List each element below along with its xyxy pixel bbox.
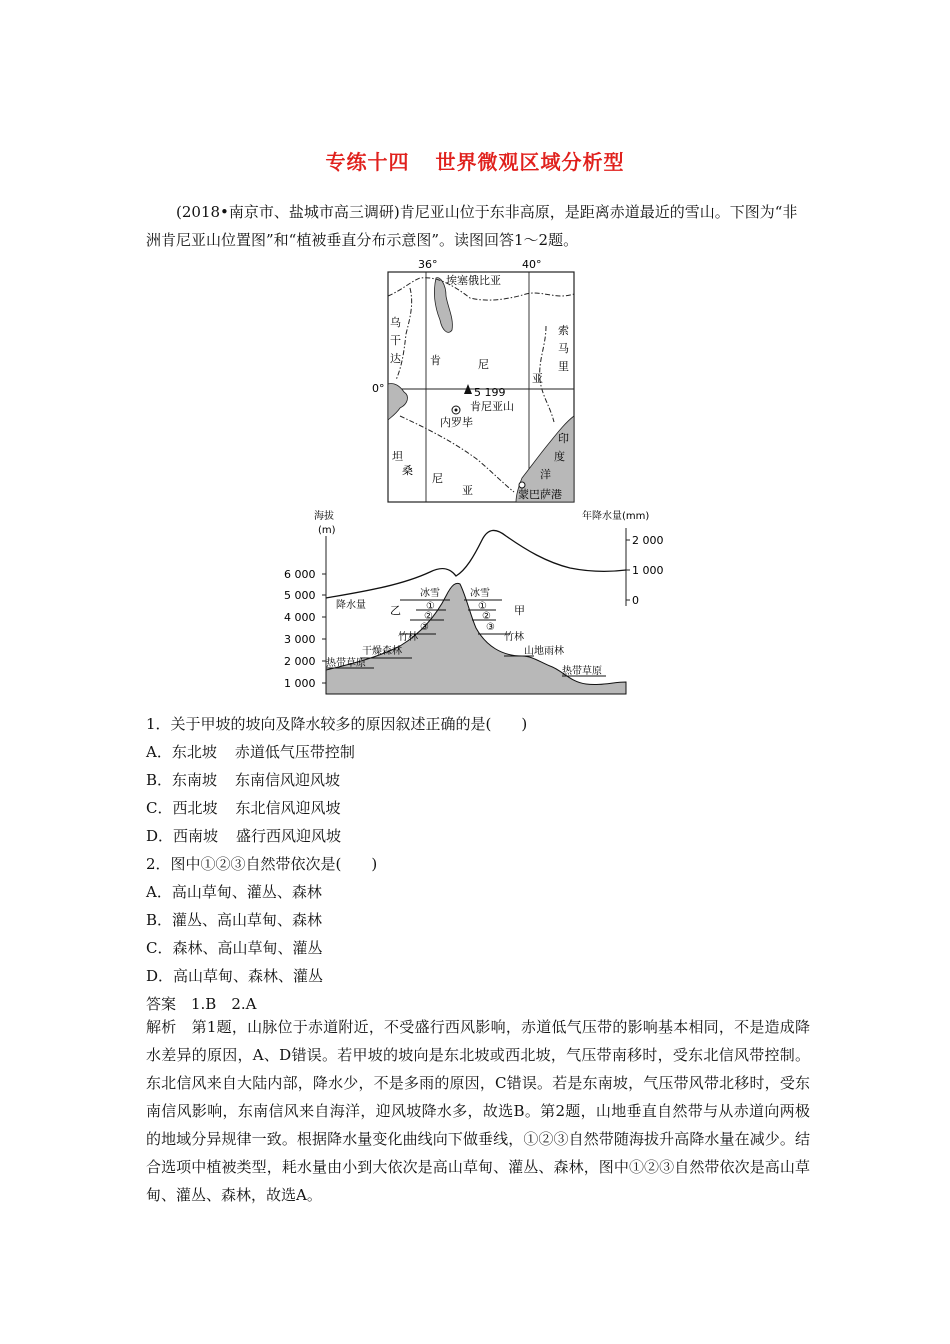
- tick-3000: 3 000: [284, 633, 316, 646]
- analysis-paragraph: 解析 第1题，山脉位于赤道附近，不受盛行西风影响，赤道低气压带的影响基本相同，不是造成降水差异的原因，A、D错误。若甲坡的坡向是东北坡或西北坡，气压带南移时，受东北信风带控制。东北信风来自大陆内部，降水少，不是多雨的原因，C错误。若是东南坡，气压带风带北移时，受东南信风影响，东南信风来自海洋，迎风坡降水多，故选B。第2题，山地垂直自然带与从赤道向两极的地域分异规律一致。根据降水量变化曲线向下做垂线，①②③自然带随海拔升高降水量在减少。结合选项中植被类型，耗水量由小到大依次是高山草甸、灌丛、森林，图中①②③自然带依次是高山草甸、灌丛、森林，故选A。: [146, 1018, 810, 1204]
- label-tanzania-1: 坦: [392, 450, 403, 463]
- label-uganda-3: 达: [390, 352, 401, 365]
- label-bamboo-right: 竹林: [504, 632, 524, 643]
- label-tanzania-4: 亚: [462, 484, 473, 497]
- tick-1000: 1 000: [284, 677, 316, 690]
- title-main: 专练十四: [325, 150, 410, 174]
- intro-paragraph: (2018•南京市、盐城市高三调研)肯尼亚山位于东非高原，是距离赤道最近的雪山。下图为“非洲肯尼亚山位置图”和“植被垂直分布示意图”。读图回答1～2题。: [146, 203, 798, 249]
- q2-option-c: C．森林、高山草甸、灌丛: [146, 939, 323, 957]
- label-zone2-left: ②: [424, 611, 433, 622]
- label-zone3-left: ③: [420, 622, 429, 633]
- label-savanna-right: 热带草原: [562, 666, 602, 677]
- label-bamboo-left: 竹林: [398, 632, 418, 643]
- label-somalia-3: 里: [558, 360, 569, 373]
- q1-option-c: C．西北坡 东北信风迎风坡: [146, 799, 341, 817]
- label-dry-forest: 干燥森林: [362, 646, 402, 657]
- label-ice-snow-right: 冰雪: [470, 588, 490, 599]
- tick-4000: 4 000: [284, 611, 316, 624]
- lon-40-label: 40°: [522, 258, 542, 271]
- label-ocean-3: 洋: [540, 468, 551, 481]
- q1-option-b: B．东南坡 东南信风迎风坡: [146, 771, 341, 789]
- tick-2000: 2 000: [284, 655, 316, 668]
- y-label-left-1: 海拔: [314, 511, 334, 522]
- q1-option-d: D．西南坡 盛行西风迎风坡: [146, 827, 342, 845]
- label-tanzania-3: 尼: [432, 472, 443, 485]
- label-uganda-1: 乌: [390, 316, 401, 329]
- page-title: [0, 146, 950, 175]
- label-mt-kenya: 肯尼亚山: [470, 400, 514, 413]
- title-sub: 世界微观区域分析型: [435, 150, 625, 174]
- q2-option-a: A．高山草甸、灌丛、森林: [146, 883, 322, 901]
- label-tanzania-2: 桑: [402, 464, 413, 477]
- q2-option-d: D．高山草甸、森林、灌丛: [146, 967, 324, 985]
- label-ethiopia: 埃塞俄比亚: [446, 274, 501, 287]
- label-kenya-2: 尼: [478, 358, 489, 371]
- tick-6000: 6 000: [284, 568, 316, 581]
- label-zone1-right: ①: [478, 601, 487, 612]
- label-kenya-1: 肯: [430, 354, 441, 367]
- label-zone1-left: ①: [426, 601, 435, 612]
- location-map: [370, 256, 585, 506]
- label-nairobi: 内罗毕: [440, 416, 473, 429]
- y-label-right: 年降水量(mm): [582, 511, 650, 522]
- label-zone3-right: ③: [486, 622, 495, 633]
- q2-option-b: B．灌丛、高山草甸、森林: [146, 911, 323, 929]
- q1-option-a: A．东北坡 赤道低气压带控制: [146, 743, 355, 761]
- label-ocean-2: 度: [554, 450, 565, 463]
- label-ice-snow-left: 冰雪: [420, 588, 440, 599]
- tick-5000: 5 000: [284, 589, 316, 602]
- lat-0-label: 0°: [372, 382, 385, 395]
- label-precip: 降水量: [336, 600, 366, 611]
- tick-r-0: 0: [632, 594, 639, 607]
- label-mountain-rainforest: 山地雨林: [524, 646, 564, 657]
- label-somalia-1: 索: [558, 324, 569, 337]
- label-ocean-1: 印: [558, 432, 569, 445]
- label-uganda-2: 干: [390, 334, 401, 347]
- label-zone2-right: ②: [482, 611, 491, 622]
- label-mombasa: 蒙巴萨港: [518, 488, 562, 501]
- label-slope-jia: 甲: [514, 604, 525, 617]
- label-somalia-2: 马: [558, 342, 569, 355]
- lon-36-label: 36°: [418, 258, 438, 271]
- label-kenya-3: 亚: [532, 372, 543, 385]
- label-savanna-left: 热带草原: [326, 658, 366, 669]
- label-peak-height: 5 199: [474, 386, 506, 399]
- q2-stem: 2．图中①②③自然带依次是( ): [146, 855, 378, 873]
- tick-r-1000: 1 000: [632, 564, 664, 577]
- y-label-left-2: (m): [318, 525, 336, 536]
- q1-stem: 1．关于甲坡的坡向及降水较多的原因叙述正确的是( ): [146, 715, 528, 733]
- label-slope-yi: 乙: [390, 604, 401, 617]
- vegetation-profile: [270, 506, 670, 706]
- tick-r-2000: 2 000: [632, 534, 664, 547]
- answer-line: 答案 1.B 2.A: [146, 995, 257, 1013]
